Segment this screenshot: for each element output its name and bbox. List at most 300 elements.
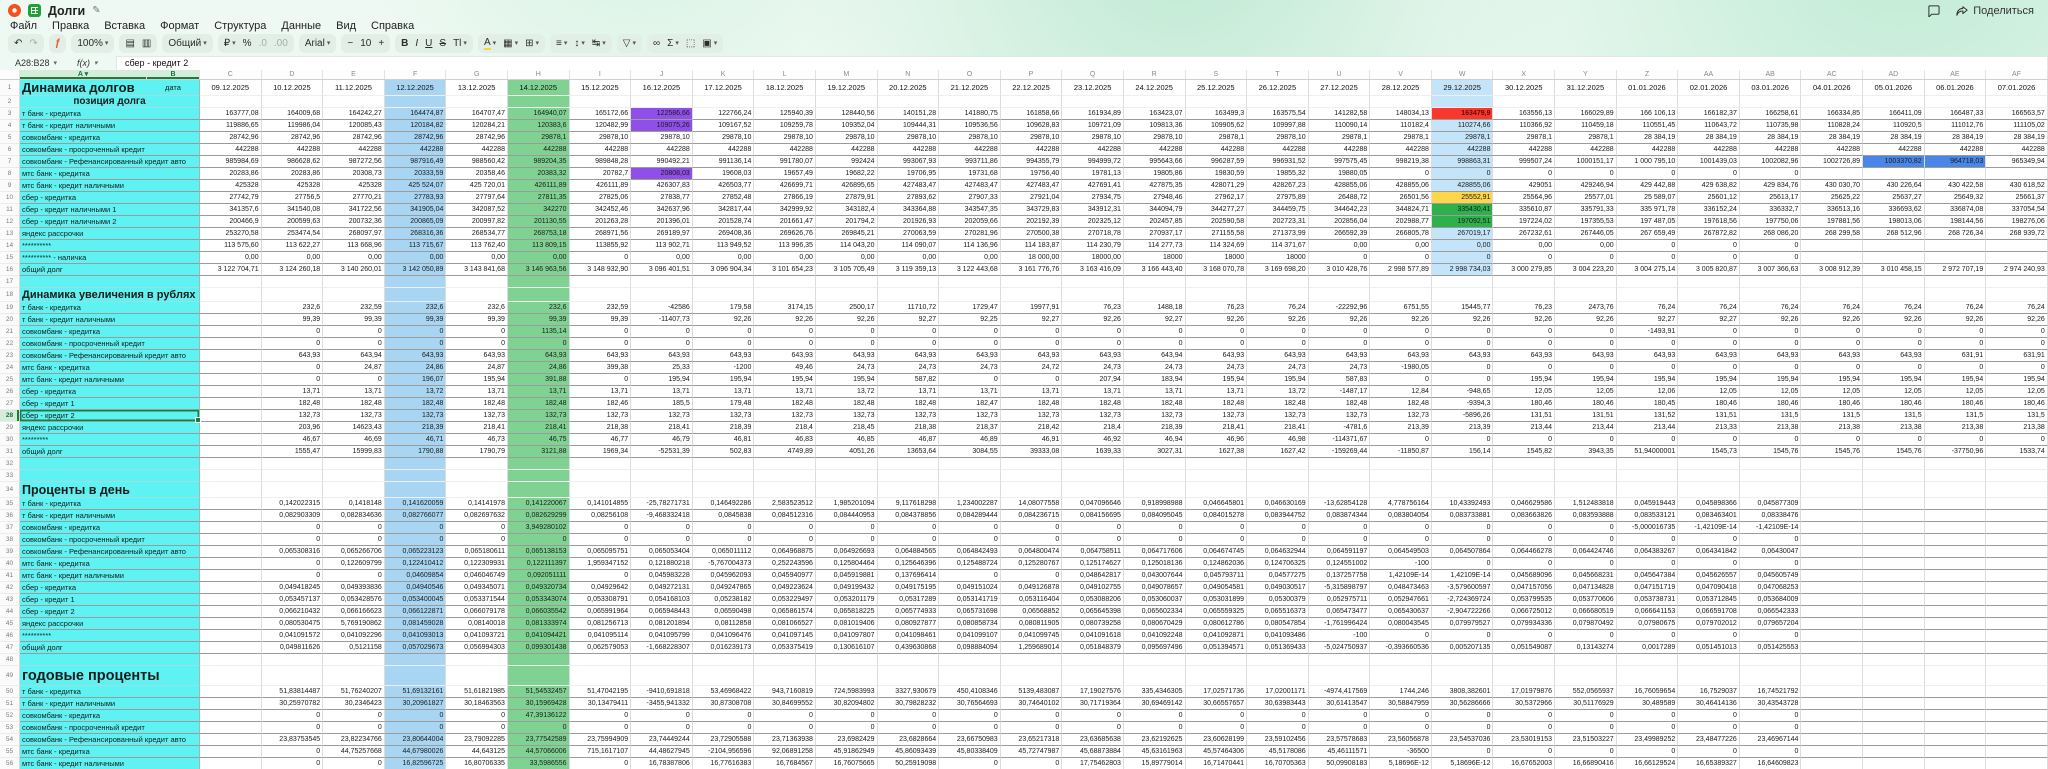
cell-X39[interactable]: 0,064466278 xyxy=(1493,546,1555,558)
cell-U43[interactable]: 0,052975711 xyxy=(1309,594,1371,606)
cell-P5[interactable]: 29878,10 xyxy=(1001,132,1063,144)
cell-W20[interactable]: 92,26 xyxy=(1432,314,1494,326)
cell-AC28[interactable]: 131,5 xyxy=(1801,410,1863,422)
cell-Z47[interactable]: 0,0017289 xyxy=(1617,642,1679,654)
cell-X53[interactable]: 0 xyxy=(1493,722,1555,734)
row-header-50[interactable]: 50 xyxy=(0,686,20,698)
cell-Y36[interactable]: 0,083593888 xyxy=(1555,510,1617,522)
cell-D43[interactable]: 0,053457137 xyxy=(262,594,324,606)
cell-S31[interactable]: 1627,38 xyxy=(1186,446,1248,458)
cell-AC53[interactable] xyxy=(1801,722,1863,734)
cell-J52[interactable]: 0 xyxy=(631,710,693,722)
cell-K23[interactable]: 643,93 xyxy=(693,350,755,362)
cell-E46[interactable]: 0,041092296 xyxy=(323,630,385,642)
cell-Z14[interactable]: 0 xyxy=(1617,240,1679,252)
cell-C15[interactable]: 0,00 xyxy=(200,252,262,264)
cell-C27[interactable] xyxy=(200,398,262,410)
cell-D18[interactable] xyxy=(262,288,324,302)
cell-N1[interactable]: 20.12.2025 xyxy=(878,80,940,96)
row-header-46[interactable]: 46 xyxy=(0,630,20,642)
cell-V19[interactable]: 6751,55 xyxy=(1370,302,1432,314)
cell-AF43[interactable] xyxy=(1986,594,2048,606)
cell-O11[interactable]: 343547,35 xyxy=(939,204,1001,216)
cell-AF37[interactable] xyxy=(1986,522,2048,534)
cell-Q22[interactable]: 0 xyxy=(1062,338,1124,350)
cell-E4[interactable]: 120085,43 xyxy=(323,120,385,132)
cell-K1[interactable]: 17.12.2025 xyxy=(693,80,755,96)
cell-C48[interactable] xyxy=(200,654,262,666)
cell-P35[interactable]: 14,08077558 xyxy=(1001,498,1063,510)
cell-L13[interactable]: 269626,76 xyxy=(754,228,816,240)
cell-M32[interactable] xyxy=(816,458,878,470)
cell-I50[interactable]: 51,47042195 xyxy=(570,686,632,698)
cell-A16[interactable]: общий долг xyxy=(20,264,200,276)
cell-AE14[interactable] xyxy=(1925,240,1987,252)
cell-D31[interactable]: 1555,47 xyxy=(262,446,324,458)
cell-A9[interactable]: мтс банк - кредит наличными xyxy=(20,180,200,192)
cell-O33[interactable] xyxy=(939,470,1001,482)
cell-I38[interactable]: 0 xyxy=(570,534,632,546)
cell-O42[interactable]: 0,049151024 xyxy=(939,582,1001,594)
cell-E13[interactable]: 268097,97 xyxy=(323,228,385,240)
cell-K44[interactable]: 0,06590498 xyxy=(693,606,755,618)
cell-AA27[interactable]: 180,46 xyxy=(1678,398,1740,410)
cell-AA53[interactable]: 0 xyxy=(1678,722,1740,734)
cell-T36[interactable]: 0,083944752 xyxy=(1247,510,1309,522)
cell-J40[interactable]: 0,121880218 xyxy=(631,558,693,570)
cell-M15[interactable]: 0,00 xyxy=(816,252,878,264)
cell-Z46[interactable]: 0 xyxy=(1617,630,1679,642)
cell-I17[interactable] xyxy=(570,276,632,288)
cell-P11[interactable]: 343729,83 xyxy=(1001,204,1063,216)
cell-L53[interactable]: 0 xyxy=(754,722,816,734)
cell-AE54[interactable] xyxy=(1925,734,1987,746)
cell-L49[interactable] xyxy=(754,666,816,686)
cell-C13[interactable]: 253270,58 xyxy=(200,228,262,240)
cell-K13[interactable]: 269408,36 xyxy=(693,228,755,240)
row-header-12[interactable]: 12 xyxy=(0,216,20,228)
cell-T40[interactable]: 0,124706325 xyxy=(1247,558,1309,570)
cell-S39[interactable]: 0,064674745 xyxy=(1186,546,1248,558)
cell-M41[interactable]: 0,045919881 xyxy=(816,570,878,582)
cell-Y30[interactable]: 0 xyxy=(1555,434,1617,446)
cell-N51[interactable]: 30,79828232 xyxy=(878,698,940,710)
row-header-4[interactable]: 4 xyxy=(0,120,20,132)
cell-R15[interactable]: 18000 xyxy=(1124,252,1186,264)
cell-AD16[interactable]: 3 010 458,15 xyxy=(1863,264,1925,276)
cell-AE29[interactable]: 213,38 xyxy=(1925,422,1987,434)
cell-A35[interactable]: т банк - кредитка xyxy=(20,498,200,510)
cell-N41[interactable]: 0,137696414 xyxy=(878,570,940,582)
cell-W31[interactable]: 156,14 xyxy=(1432,446,1494,458)
cell-C1[interactable]: 09.12.2025 xyxy=(200,80,262,96)
cell-A44[interactable]: сбер - кредит 2 xyxy=(20,606,200,618)
cell-S1[interactable]: 25.12.2025 xyxy=(1186,80,1248,96)
cell-U17[interactable] xyxy=(1309,276,1371,288)
cell-P34[interactable] xyxy=(1001,482,1063,498)
cell-Y4[interactable]: 110459,18 xyxy=(1555,120,1617,132)
cell-I18[interactable] xyxy=(570,288,632,302)
cell-Z22[interactable]: 0 xyxy=(1617,338,1679,350)
menu-6[interactable]: Данные xyxy=(281,19,322,32)
cell-G23[interactable]: 643,93 xyxy=(446,350,508,362)
cell-S24[interactable]: 24,73 xyxy=(1186,362,1248,374)
cell-AB33[interactable] xyxy=(1740,470,1802,482)
cell-P6[interactable]: 442288 xyxy=(1001,144,1063,156)
cell-F43[interactable]: 0,053400045 xyxy=(385,594,447,606)
cell-AE55[interactable] xyxy=(1925,746,1987,758)
cell-AA41[interactable]: 0,045626557 xyxy=(1678,570,1740,582)
cell-L23[interactable]: 643,93 xyxy=(754,350,816,362)
cell-AA54[interactable]: 23,48477226 xyxy=(1678,734,1740,746)
cell-V30[interactable]: 0 xyxy=(1370,434,1432,446)
cell-AC47[interactable] xyxy=(1801,642,1863,654)
cell-AF27[interactable]: 180,46 xyxy=(1986,398,2048,410)
cell-K24[interactable]: -1200 xyxy=(693,362,755,374)
cell-Q37[interactable]: 0 xyxy=(1062,522,1124,534)
cell-J22[interactable]: 0 xyxy=(631,338,693,350)
cell-S48[interactable] xyxy=(1186,654,1248,666)
cell-H52[interactable]: 47,39136122 xyxy=(508,710,570,722)
cell-S15[interactable]: 18000 xyxy=(1186,252,1248,264)
cell-M55[interactable]: 45,91862949 xyxy=(816,746,878,758)
cell-A30[interactable]: ********* xyxy=(20,434,200,446)
cell-J3[interactable]: 122586,66 xyxy=(631,108,693,120)
cell-S19[interactable]: 76,23 xyxy=(1186,302,1248,314)
cell-AA22[interactable]: 0 xyxy=(1678,338,1740,350)
cell-M17[interactable] xyxy=(816,276,878,288)
cell-U53[interactable]: 0 xyxy=(1309,722,1371,734)
cell-T6[interactable]: 442288 xyxy=(1247,144,1309,156)
cell-T24[interactable]: 24,73 xyxy=(1247,362,1309,374)
cell-J32[interactable] xyxy=(631,458,693,470)
cell-J21[interactable]: 0 xyxy=(631,326,693,338)
cell-M14[interactable]: 114 043,20 xyxy=(816,240,878,252)
cell-Q7[interactable]: 994999,72 xyxy=(1062,156,1124,168)
cell-AC15[interactable] xyxy=(1801,252,1863,264)
cell-W2[interactable] xyxy=(1432,96,1494,108)
cell-A33[interactable] xyxy=(20,470,200,482)
cell-I29[interactable]: 218,38 xyxy=(570,422,632,434)
cell-I37[interactable]: 0 xyxy=(570,522,632,534)
cell-O34[interactable] xyxy=(939,482,1001,498)
cell-U8[interactable]: 19880,05 xyxy=(1309,168,1371,180)
row-header-53[interactable]: 53 xyxy=(0,722,20,734)
cell-Q11[interactable]: 343912,31 xyxy=(1062,204,1124,216)
cell-Q54[interactable]: 23,63685638 xyxy=(1062,734,1124,746)
cell-D36[interactable]: 0,082903309 xyxy=(262,510,324,522)
cell-R28[interactable]: 132,73 xyxy=(1124,410,1186,422)
cell-A3[interactable]: т банк - кредитка xyxy=(20,108,200,120)
cell-H1[interactable]: 14.12.2025 xyxy=(508,80,570,96)
cell-R2[interactable] xyxy=(1124,96,1186,108)
cell-R38[interactable]: 0 xyxy=(1124,534,1186,546)
cell-R43[interactable]: 0,053060037 xyxy=(1124,594,1186,606)
cell-T9[interactable]: 428267,23 xyxy=(1247,180,1309,192)
cell-J56[interactable]: 16,78387806 xyxy=(631,758,693,769)
row-header-3[interactable]: 3 xyxy=(0,108,20,120)
cell-J25[interactable]: 195,94 xyxy=(631,374,693,386)
cell-F11[interactable]: 341905,04 xyxy=(385,204,447,216)
cell-E28[interactable]: 132,73 xyxy=(323,410,385,422)
cell-V2[interactable] xyxy=(1370,96,1432,108)
cell-R56[interactable]: 15,89779014 xyxy=(1124,758,1186,769)
cell-D27[interactable]: 182,48 xyxy=(262,398,324,410)
cell-AE39[interactable] xyxy=(1925,546,1987,558)
cell-AD56[interactable] xyxy=(1863,758,1925,769)
cell-S38[interactable]: 0 xyxy=(1186,534,1248,546)
cell-AF9[interactable]: 430 618,52 xyxy=(1986,180,2048,192)
cell-J50[interactable]: -9410,691818 xyxy=(631,686,693,698)
cell-AD50[interactable] xyxy=(1863,686,1925,698)
cell-K50[interactable]: 53,46968422 xyxy=(693,686,755,698)
cell-V55[interactable]: -36500 xyxy=(1370,746,1432,758)
cell-O48[interactable] xyxy=(939,654,1001,666)
cell-AF22[interactable]: 0 xyxy=(1986,338,2048,350)
cell-U13[interactable]: 266592,39 xyxy=(1309,228,1371,240)
cell-AB14[interactable]: 0 xyxy=(1740,240,1802,252)
cell-AC17[interactable] xyxy=(1801,276,1863,288)
cell-U26[interactable]: -1487,17 xyxy=(1309,386,1371,398)
cell-A31[interactable]: общий долг xyxy=(20,446,200,458)
cell-AB39[interactable]: 0,06430047 xyxy=(1740,546,1802,558)
bold-icon[interactable]: B xyxy=(401,37,409,49)
cell-Q17[interactable] xyxy=(1062,276,1124,288)
cell-P21[interactable]: 0 xyxy=(1001,326,1063,338)
cell-Z37[interactable]: -5,000016735 xyxy=(1617,522,1679,534)
cell-D44[interactable]: 0,066210432 xyxy=(262,606,324,618)
cell-M33[interactable] xyxy=(816,470,878,482)
cell-X3[interactable]: 163556,13 xyxy=(1493,108,1555,120)
cell-F55[interactable]: 44,67980026 xyxy=(385,746,447,758)
cell-X5[interactable]: 29878,1 xyxy=(1493,132,1555,144)
cell-H21[interactable]: 1135,14 xyxy=(508,326,570,338)
cell-AA50[interactable]: 16,7529037 xyxy=(1678,686,1740,698)
cell-C11[interactable]: 341357,6 xyxy=(200,204,262,216)
cell-N54[interactable]: 23,6828664 xyxy=(878,734,940,746)
row-header-52[interactable]: 52 xyxy=(0,710,20,722)
cell-AF38[interactable] xyxy=(1986,534,2048,546)
cell-J2[interactable] xyxy=(631,96,693,108)
cell-AF6[interactable]: 442288 xyxy=(1986,144,2048,156)
cell-W56[interactable]: 5,18696E-12 xyxy=(1432,758,1494,769)
cell-C32[interactable] xyxy=(200,458,262,470)
cell-O4[interactable]: 109536,56 xyxy=(939,120,1001,132)
cell-Z25[interactable]: 195,94 xyxy=(1617,374,1679,386)
cell-AB21[interactable]: 0 xyxy=(1740,326,1802,338)
cell-E35[interactable]: 0,1418148 xyxy=(323,498,385,510)
cell-Y9[interactable]: 429246,94 xyxy=(1555,180,1617,192)
cell-G32[interactable] xyxy=(446,458,508,470)
cell-O7[interactable]: 993711,86 xyxy=(939,156,1001,168)
cell-N31[interactable]: 13653,64 xyxy=(878,446,940,458)
cell-P54[interactable]: 23,65217318 xyxy=(1001,734,1063,746)
cell-W30[interactable]: 0 xyxy=(1432,434,1494,446)
cell-T27[interactable]: 182,48 xyxy=(1247,398,1309,410)
cell-Z30[interactable]: 0 xyxy=(1617,434,1679,446)
cell-G16[interactable]: 3 143 841,68 xyxy=(446,264,508,276)
cell-V7[interactable]: 998219,38 xyxy=(1370,156,1432,168)
font-size-plus-icon[interactable]: + xyxy=(378,37,385,49)
cell-W11[interactable]: 335430,41 xyxy=(1432,204,1494,216)
cell-H25[interactable]: 391,88 xyxy=(508,374,570,386)
cell-U27[interactable]: 182,48 xyxy=(1309,398,1371,410)
cell-U28[interactable]: 132,73 xyxy=(1309,410,1371,422)
cell-AD11[interactable]: 336693,62 xyxy=(1863,204,1925,216)
cell-R33[interactable] xyxy=(1124,470,1186,482)
col-header-AF[interactable]: AF xyxy=(1986,70,2048,79)
cell-S53[interactable]: 0 xyxy=(1186,722,1248,734)
cell-K30[interactable]: 46,81 xyxy=(693,434,755,446)
cell-K35[interactable]: 0,146492286 xyxy=(693,498,755,510)
cell-G29[interactable]: 218,41 xyxy=(446,422,508,434)
cell-AF26[interactable]: 12,05 xyxy=(1986,386,2048,398)
percent-icon[interactable]: % xyxy=(242,37,252,49)
cell-Y24[interactable]: 0 xyxy=(1555,362,1617,374)
cell-U14[interactable]: 0,00 xyxy=(1309,240,1371,252)
cell-N35[interactable]: 9,117618298 xyxy=(878,498,940,510)
cell-N32[interactable] xyxy=(878,458,940,470)
cell-Z9[interactable]: 429 442,88 xyxy=(1617,180,1679,192)
cell-AC26[interactable]: 12,05 xyxy=(1801,386,1863,398)
cell-J15[interactable]: 0,00 xyxy=(631,252,693,264)
cell-P12[interactable]: 202192,39 xyxy=(1001,216,1063,228)
cell-W7[interactable]: 998863,31 xyxy=(1432,156,1494,168)
cell-C9[interactable]: 425328 xyxy=(200,180,262,192)
cell-O27[interactable]: 182,47 xyxy=(939,398,1001,410)
row-header-56[interactable]: 56 xyxy=(0,758,20,769)
cell-H49[interactable] xyxy=(508,666,570,686)
cell-P37[interactable]: 0 xyxy=(1001,522,1063,534)
cell-Y21[interactable]: 0 xyxy=(1555,326,1617,338)
cell-C42[interactable] xyxy=(200,582,262,594)
cell-X47[interactable]: 0,051549087 xyxy=(1493,642,1555,654)
cell-E10[interactable]: 27770,21 xyxy=(323,192,385,204)
col-header-Z[interactable]: Z xyxy=(1617,70,1679,79)
cell-J13[interactable]: 269189,97 xyxy=(631,228,693,240)
cell-G48[interactable] xyxy=(446,654,508,666)
cell-C12[interactable]: 200466,9 xyxy=(200,216,262,228)
cell-V24[interactable]: -1980,05 xyxy=(1370,362,1432,374)
cell-T8[interactable]: 19855,32 xyxy=(1247,168,1309,180)
cell-I27[interactable]: 182,46 xyxy=(570,398,632,410)
cell-T39[interactable]: 0,064632944 xyxy=(1247,546,1309,558)
cell-Y52[interactable]: 0 xyxy=(1555,710,1617,722)
cell-AC24[interactable]: 0 xyxy=(1801,362,1863,374)
cell-AD7[interactable]: 1003370,82 xyxy=(1863,156,1925,168)
cell-AC32[interactable] xyxy=(1801,458,1863,470)
cell-AB41[interactable]: 0,045605749 xyxy=(1740,570,1802,582)
cell-L54[interactable]: 23,71363938 xyxy=(754,734,816,746)
cell-H28[interactable]: 132,73 xyxy=(508,410,570,422)
cell-R44[interactable]: 0,065602334 xyxy=(1124,606,1186,618)
cell-S21[interactable]: 0 xyxy=(1186,326,1248,338)
cell-V26[interactable]: 12,84 xyxy=(1370,386,1432,398)
cell-AC36[interactable] xyxy=(1801,510,1863,522)
cell-O28[interactable]: 132,73 xyxy=(939,410,1001,422)
cell-V21[interactable]: 0 xyxy=(1370,326,1432,338)
cell-AA46[interactable]: 0 xyxy=(1678,630,1740,642)
cell-Z24[interactable]: 0 xyxy=(1617,362,1679,374)
cell-D45[interactable]: 0,080530475 xyxy=(262,618,324,630)
cell-Y55[interactable]: 0 xyxy=(1555,746,1617,758)
cell-H31[interactable]: 3121,88 xyxy=(508,446,570,458)
cell-X1[interactable]: 30.12.2025 xyxy=(1493,80,1555,96)
cell-K9[interactable]: 426503,77 xyxy=(693,180,755,192)
cell-M3[interactable]: 128440,56 xyxy=(816,108,878,120)
cell-F40[interactable]: 0,122410412 xyxy=(385,558,447,570)
cell-AB51[interactable]: 30,43543728 xyxy=(1740,698,1802,710)
cell-J29[interactable]: 218,41 xyxy=(631,422,693,434)
cell-I40[interactable]: 1,959347152 xyxy=(570,558,632,570)
cell-X28[interactable]: 131,51 xyxy=(1493,410,1555,422)
cell-AF7[interactable]: 965349,94 xyxy=(1986,156,2048,168)
font-select[interactable]: Arial ▾ xyxy=(304,37,331,49)
cell-C2[interactable] xyxy=(200,96,262,108)
cell-AC6[interactable]: 442288 xyxy=(1801,144,1863,156)
cell-Q28[interactable]: 132,73 xyxy=(1062,410,1124,422)
cell-J9[interactable]: 426307,83 xyxy=(631,180,693,192)
cell-Z31[interactable]: 51,94000001 xyxy=(1617,446,1679,458)
cell-E19[interactable]: 232,59 xyxy=(323,302,385,314)
cell-W18[interactable] xyxy=(1432,288,1494,302)
cell-K18[interactable] xyxy=(693,288,755,302)
cell-U34[interactable] xyxy=(1309,482,1371,498)
cell-W52[interactable]: 0 xyxy=(1432,710,1494,722)
cell-X51[interactable]: 30,5372966 xyxy=(1493,698,1555,710)
cell-AC30[interactable]: 0 xyxy=(1801,434,1863,446)
cell-G36[interactable]: 0,082697632 xyxy=(446,510,508,522)
cell-I22[interactable]: 0 xyxy=(570,338,632,350)
cell-AD44[interactable] xyxy=(1863,606,1925,618)
cell-K48[interactable] xyxy=(693,654,755,666)
cell-V52[interactable]: 0 xyxy=(1370,710,1432,722)
cell-N45[interactable]: 0,080927877 xyxy=(878,618,940,630)
cell-G21[interactable]: 0 xyxy=(446,326,508,338)
cell-Z33[interactable] xyxy=(1617,470,1679,482)
cell-I51[interactable]: 30,13479411 xyxy=(570,698,632,710)
cell-AA51[interactable]: 30,46414136 xyxy=(1678,698,1740,710)
cell-R13[interactable]: 270937,17 xyxy=(1124,228,1186,240)
cell-AE5[interactable]: 28 384,19 xyxy=(1925,132,1987,144)
wrap-text-icon[interactable]: ↹ ▾ xyxy=(591,37,606,49)
cell-A15[interactable]: ********** - наличка xyxy=(20,252,200,264)
cell-D15[interactable]: 0,00 xyxy=(262,252,324,264)
cell-U36[interactable]: 0,083874344 xyxy=(1309,510,1371,522)
cell-X9[interactable]: 429051 xyxy=(1493,180,1555,192)
cell-AB6[interactable]: 442288 xyxy=(1740,144,1802,156)
cell-L44[interactable]: 0,065861574 xyxy=(754,606,816,618)
cell-AF41[interactable] xyxy=(1986,570,2048,582)
cell-G34[interactable] xyxy=(446,482,508,498)
cell-K15[interactable]: 0,00 xyxy=(693,252,755,264)
cell-Q25[interactable]: 207,94 xyxy=(1062,374,1124,386)
cell-Y38[interactable]: 0 xyxy=(1555,534,1617,546)
cell-V54[interactable]: 23,56056878 xyxy=(1370,734,1432,746)
cell-Z12[interactable]: 197 487,05 xyxy=(1617,216,1679,228)
highlight-color-icon[interactable]: A ▾ xyxy=(483,36,497,48)
cell-AD24[interactable]: 0 xyxy=(1863,362,1925,374)
cell-Z10[interactable]: 25 589,07 xyxy=(1617,192,1679,204)
cell-AA14[interactable]: 0 xyxy=(1678,240,1740,252)
cell-O39[interactable]: 0,064842493 xyxy=(939,546,1001,558)
fill-color-icon[interactable]: ▦ ▾ xyxy=(503,37,519,49)
cell-H3[interactable]: 164940,07 xyxy=(508,108,570,120)
cell-AD52[interactable] xyxy=(1863,710,1925,722)
cell-H9[interactable]: 426111,89 xyxy=(508,180,570,192)
cell-AC23[interactable]: 643,93 xyxy=(1801,350,1863,362)
cell-J28[interactable]: 132,73 xyxy=(631,410,693,422)
